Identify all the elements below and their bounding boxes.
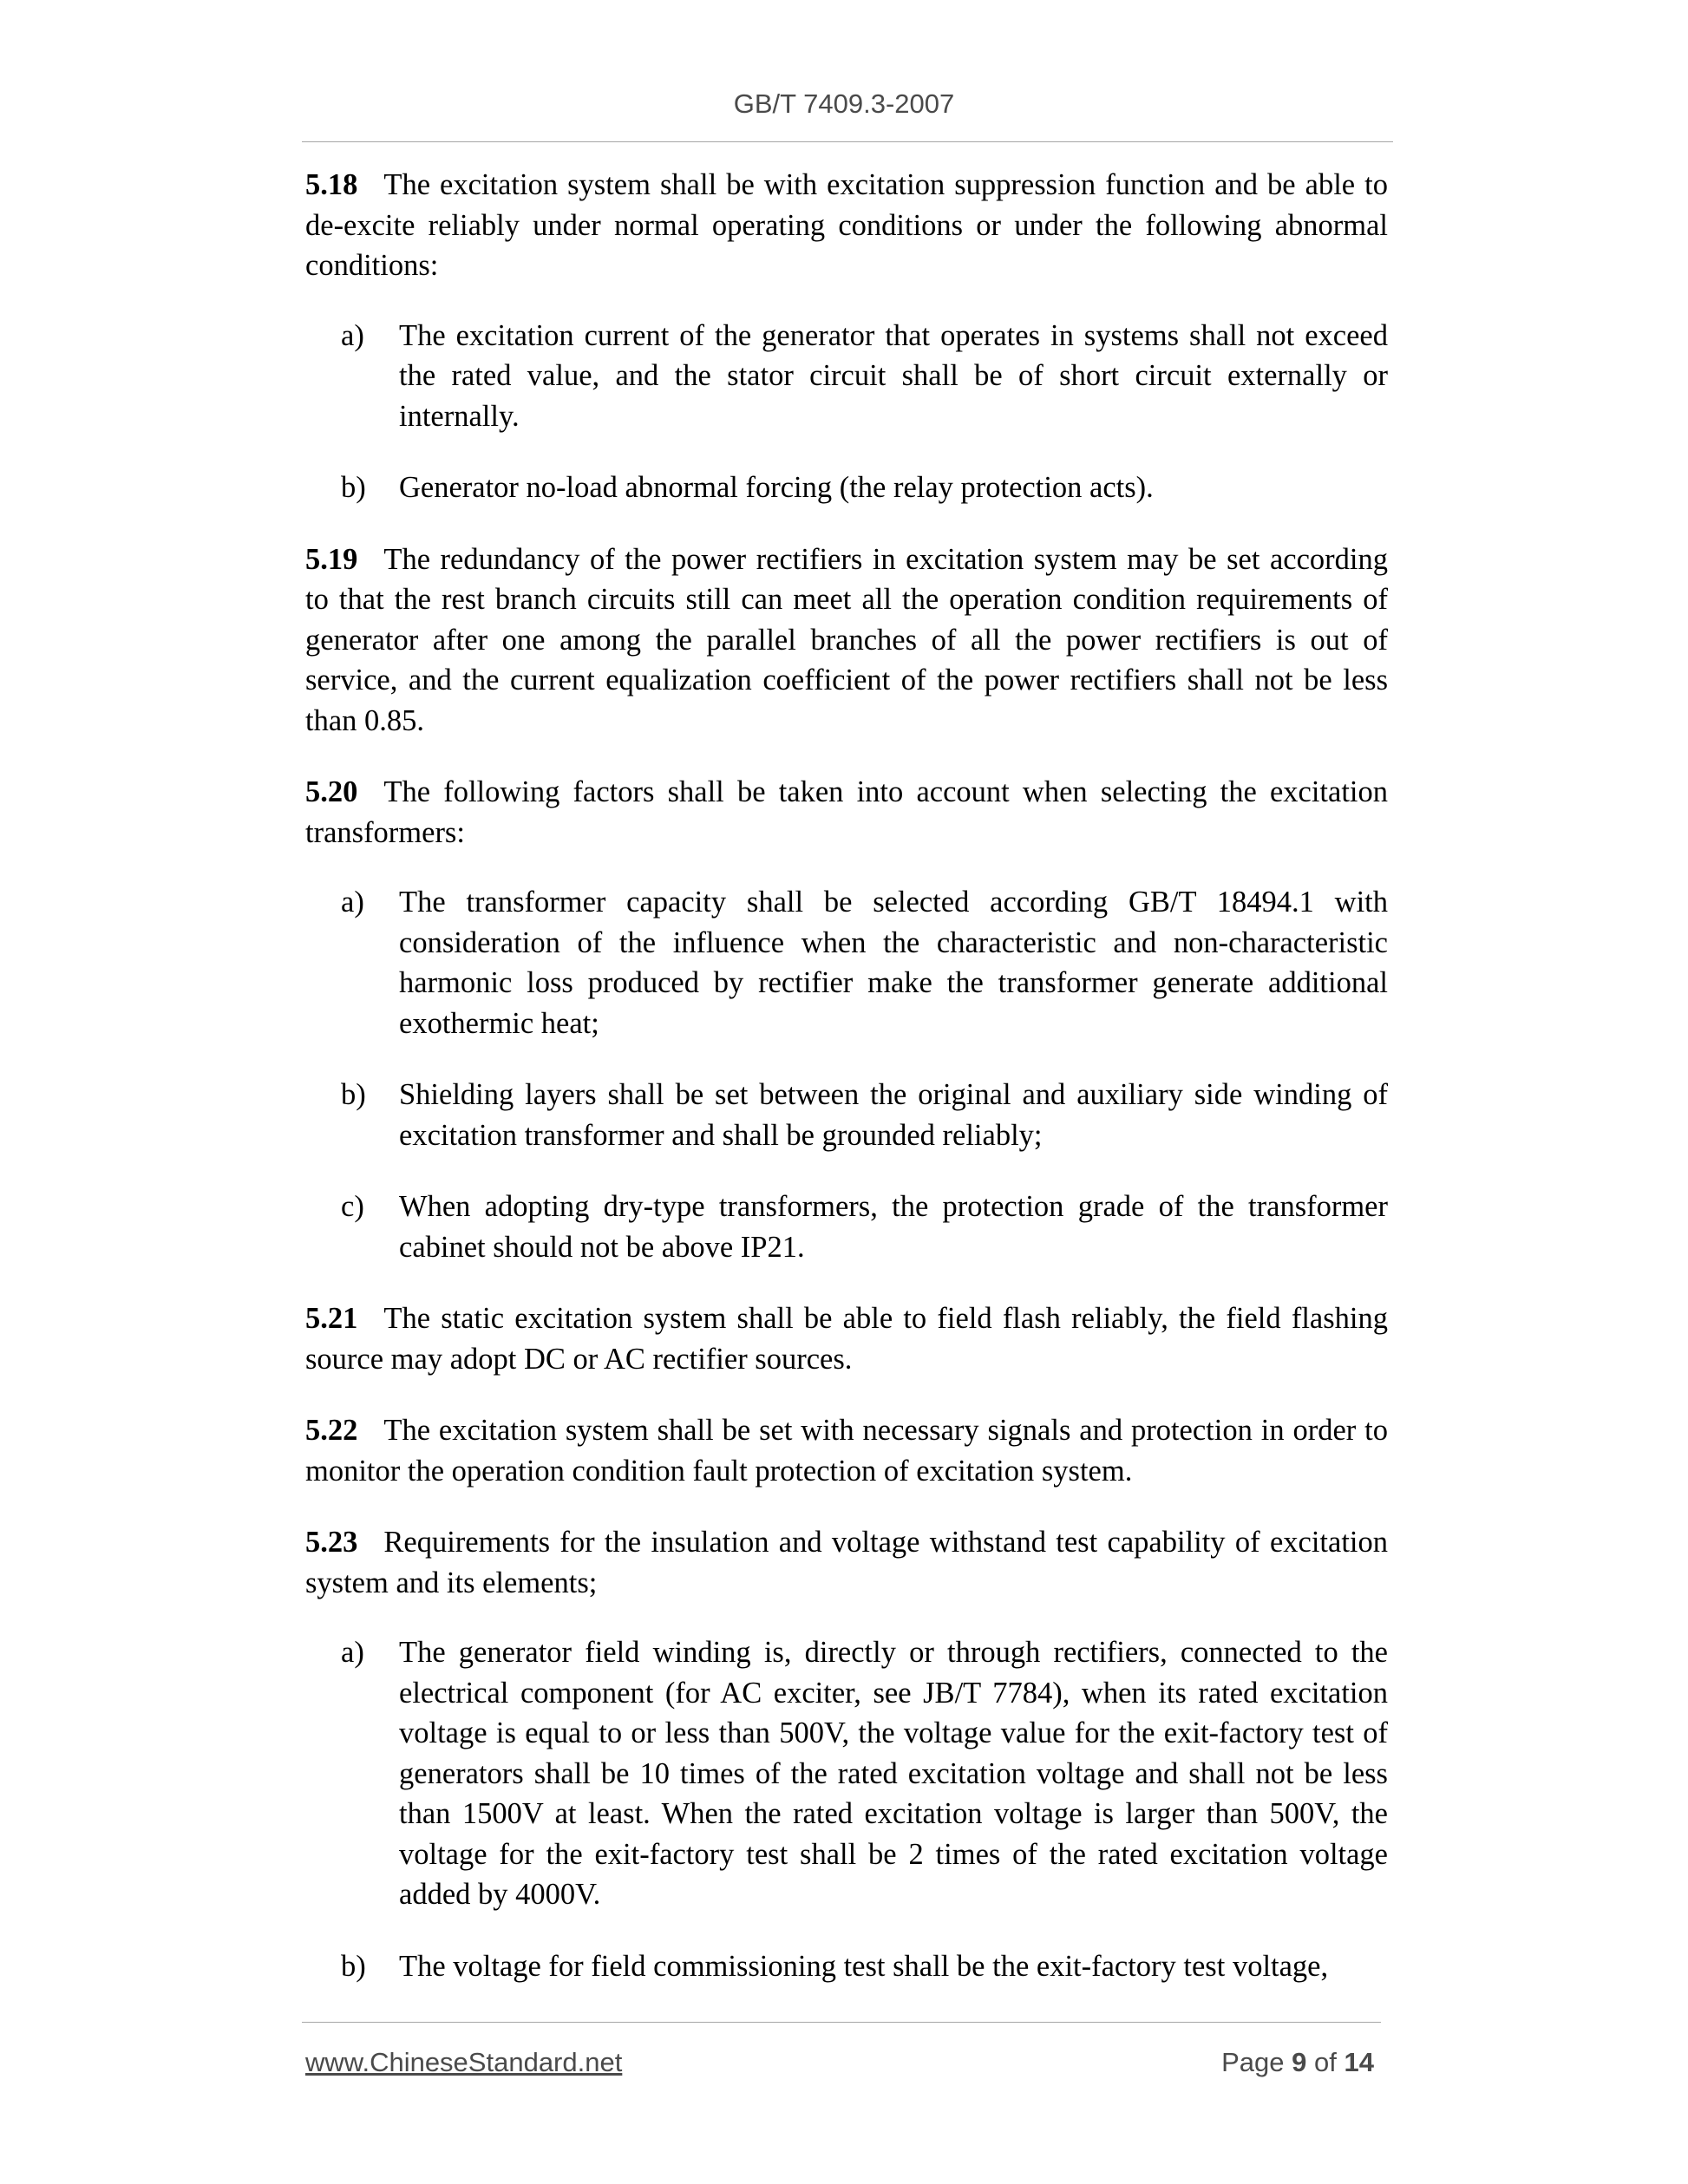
clause-number: 5.20 xyxy=(305,775,358,808)
clause-text: Requirements for the insulation and voltage withstand test capability of excitation system and its elements; xyxy=(305,1526,1388,1599)
list-marker: a) xyxy=(341,1636,364,1669)
clause-5-23-list xyxy=(305,1632,1388,1986)
list-item xyxy=(305,468,1388,508)
footer-divider xyxy=(302,2022,1381,2023)
clause-text: The excitation system shall be with excitation suppression function and be able to de-excite reliably under normal operating conditions or under the following abnormal conditions: xyxy=(305,168,1388,282)
page-number xyxy=(1221,2047,1374,2078)
page-word: Page xyxy=(1221,2047,1285,2077)
clause-5-20 xyxy=(305,772,1388,853)
clause-number: 5.21 xyxy=(305,1302,358,1335)
list-item-text: The voltage for field commissioning test shall be the exit-factory test voltage, xyxy=(399,1949,1329,1983)
document-code-header: GB/T 7409.3-2007 xyxy=(733,88,955,119)
list-marker: c) xyxy=(341,1190,364,1223)
list-item-text: Generator no-load abnormal forcing (the relay protection acts). xyxy=(399,471,1154,504)
clause-text: The excitation system shall be set with necessary signals and protection in order to monitor the operation condition fault protection of excitation system. xyxy=(305,1414,1388,1488)
clause-5-18 xyxy=(305,165,1388,286)
clause-text: The static excitation system shall be able to field flash reliably, the field flashing source may adopt DC or AC rectifier sources. xyxy=(305,1302,1388,1376)
clause-number: 5.18 xyxy=(305,168,358,201)
page-of: of xyxy=(1314,2047,1337,2077)
list-item xyxy=(305,1187,1388,1267)
current-page: 9 xyxy=(1292,2047,1307,2077)
clause-number: 5.23 xyxy=(305,1526,358,1559)
clause-5-21 xyxy=(305,1298,1388,1379)
list-item-text: When adopting dry-type transformers, the protection grade of the transformer cabinet should not be above IP21. xyxy=(399,1190,1388,1264)
list-item xyxy=(305,316,1388,437)
clause-5-18-list xyxy=(305,316,1388,508)
list-marker: a) xyxy=(341,886,364,919)
clause-text: The redundancy of the power rectifiers in excitation system may be set according to that the rest branch circuits still can meet all the operation condition requirements of generator after one among the parallel branches of all the power rectifiers is out of service, and the current equalization coefficient of the power rectifiers shall not be less than 0.85. xyxy=(305,542,1388,737)
clause-number: 5.22 xyxy=(305,1414,358,1447)
list-marker: b) xyxy=(341,1078,366,1111)
clause-5-19 xyxy=(305,539,1388,742)
list-item-text: The transformer capacity shall be selected according GB/T 18494.1 with consideration of the influence when the characteristic and non-characteristic harmonic loss produced by rectifier make the transformer generate additional exothermic heat; xyxy=(399,886,1388,1040)
document-body xyxy=(305,165,1388,2017)
website-link[interactable]: www.ChineseStandard.net xyxy=(305,2047,623,2077)
header-divider xyxy=(302,141,1393,142)
list-item-text: The generator field winding is, directly or through rectifiers, connected to the electrical component (for AC exciter, see JB/T 7784), when its rated excitation voltage is equal to or less than 500V, the voltage value for the exit-factory test of generators shall be 10 times of the rated excitation voltage and shall not be less than 1500V at least. When the rated excitation voltage is larger than 500V, the voltage for the exit-factory test shall be 2 times of the rated excitation voltage added by 4000V. xyxy=(399,1636,1388,1911)
clause-text: The following factors shall be taken into account when selecting the excitation transformers: xyxy=(305,775,1388,849)
list-item xyxy=(305,1946,1388,1987)
clause-5-20-list xyxy=(305,882,1388,1267)
list-marker: a) xyxy=(341,318,364,352)
clause-5-23 xyxy=(305,1522,1388,1603)
list-item-text: Shielding layers shall be set between the original and auxiliary side winding of excitation transformer and shall be grounded reliably; xyxy=(399,1078,1388,1152)
list-item xyxy=(305,882,1388,1043)
list-marker: b) xyxy=(341,1949,366,1983)
list-item xyxy=(305,1075,1388,1155)
total-pages: 14 xyxy=(1344,2047,1374,2077)
list-item xyxy=(305,1632,1388,1915)
list-marker: b) xyxy=(341,471,366,504)
clause-number: 5.19 xyxy=(305,542,358,576)
clause-5-22 xyxy=(305,1410,1388,1491)
list-item-text: The excitation current of the generator that operates in systems shall not exceed the rated value, and the stator circuit shall be of short circuit externally or internally. xyxy=(399,318,1388,433)
